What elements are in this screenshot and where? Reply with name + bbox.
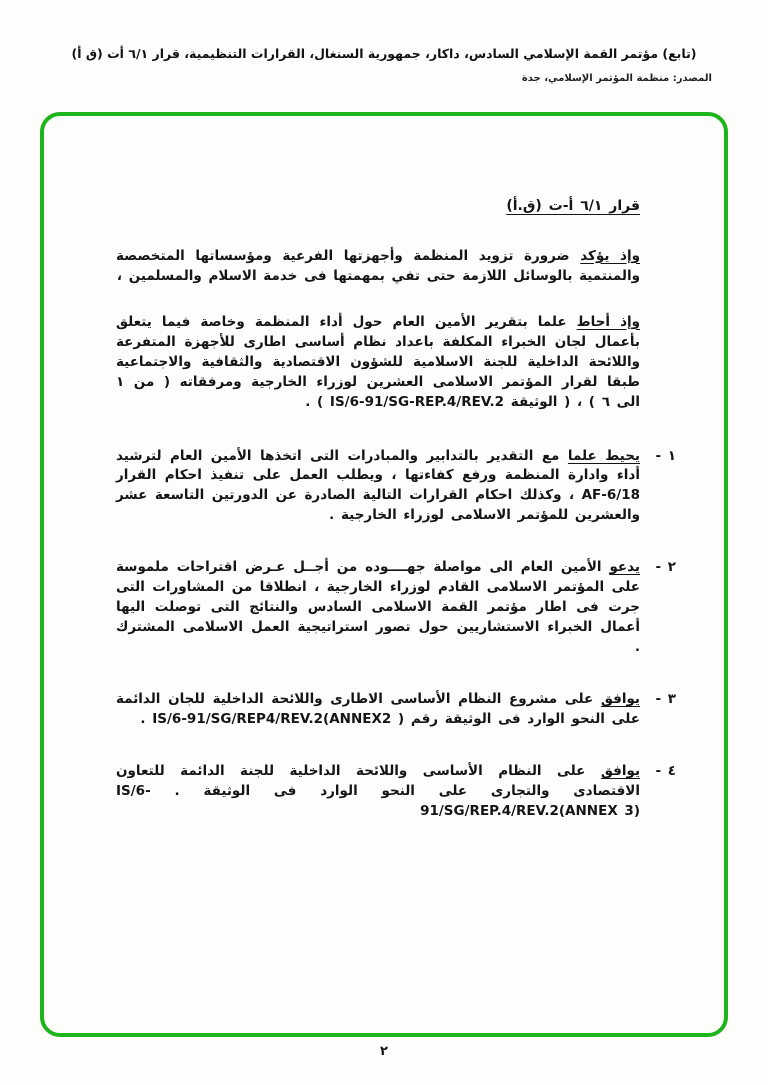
preamble-lead-1: وإذ يؤكد [580, 247, 640, 264]
resolution-items [116, 447, 676, 823]
green-border-frame [40, 112, 728, 1037]
preamble-paragraph-2 [116, 313, 640, 413]
item-paragraph-3 [116, 690, 640, 730]
item-text-2: الأمين العام الى مواصلة جهــــوده من أجــل عـرض اقتراحات ملموسة على المؤتمر الاسلامى القادم لوزراء الخارجية ، انطلاقا من المشاورات التى جرت فى اطار مؤتمر القمة الاسلامى السادس والنتائج التى توصلت اليها أعمال الخبراء الاستشاريين حول تصور استراتيجية العمل الاسلامى المشترك . [116, 559, 640, 656]
item-number-4: ٤ - [655, 763, 676, 780]
resolution-body [116, 196, 676, 854]
preamble-lead-2: وإذ أحاط [576, 313, 641, 330]
item-number-1: ١ - [655, 447, 676, 464]
page-number: ٢ [380, 1044, 388, 1059]
item-number-3: ٣ - [655, 691, 676, 708]
item-lead-1: يحيط علما [567, 447, 640, 464]
item-paragraph-4 [116, 762, 640, 822]
resolution-item-2 [116, 558, 676, 658]
item-paragraph-2 [116, 558, 640, 658]
preamble-text-2: علما بتقرير الأمين العام حول أداء المنظمة وخاصة فيما يتعلق بأعمال لجان الخبراء المكلفة باعداد نظام أساسى اطارى للأجهزة المتفرعة واللائحة الداخلية للجنة الاسلامية للشؤون الاقتصادية والثقافية والاجتماعية طبقا لقرار المؤتمر الاسلامى العشرين لوزراء الخارجية ومرفقاته ( من ١ الى ٦ ) ، ( الوثيقة IS/6-91/SG-REP.4/REV.2 ) . [116, 313, 640, 410]
item-lead-2: يدعو [609, 559, 640, 576]
resolution-title: قرار ٦/١ أ-ت (ق.أ) [506, 198, 640, 214]
source-line: المصدر: منظمة المؤتمر الإسلامي، جدة [521, 73, 712, 84]
resolution-item-1 [116, 447, 676, 527]
item-number-2: ٢ - [655, 559, 676, 576]
item-lead-3: يوافق [600, 691, 640, 708]
resolution-item-4 [116, 762, 676, 822]
item-lead-4: يوافق [600, 763, 641, 780]
item-paragraph-1 [116, 447, 640, 527]
item-text-3: على مشروع النظام الأساسى الاطارى واللائحة الداخلية للجان الدائمة على النحو الوارد فى الوثيقة رقم ( IS/6-91/SG/REP4/REV.2(ANNEX2 . [116, 691, 640, 728]
preamble-paragraph-1 [116, 247, 640, 287]
resolution-item-3 [116, 690, 676, 730]
item-text-1: مع التقدير بالتدابير والمبادرات التى اتخذها الأمين العام لترشيد أداء وادارة المنظمة ورفع كفاءتها ، ويطلب العمل على تنفيذ احكام القرار 6/18-AF ، وكذلك احكام القرارات التالية الصادرة عن الدورتين التاسعة عشر والعشرين للمؤتمر الاسلامى لوزراء الخارجية . [116, 447, 640, 524]
page-header: (تابع) مؤتمر القمة الإسلامي السادس، داكار، جمهورية السنغال، القرارات التنظيمية، قرار ٦/١ أت (ق أ) [71, 46, 697, 61]
item-text-4: على النظام الأساسى واللائحة الداخلية للجنة الدائمة للتعاون الاقتصادى والتجارى على النحو الوارد فى الوثيقة . IS/6-91/SG/REP.4/REV.2(ANNEX 3) [116, 763, 640, 820]
preamble-text-1: ضرورة تزويد المنظمة وأجهزتها الفرعية ومؤسساتها المتخصصة والمنتمية بالوسائل اللازمة حتى تفي بمهمتها فى خدمة الاسلام والمسلمين ، [116, 247, 640, 284]
